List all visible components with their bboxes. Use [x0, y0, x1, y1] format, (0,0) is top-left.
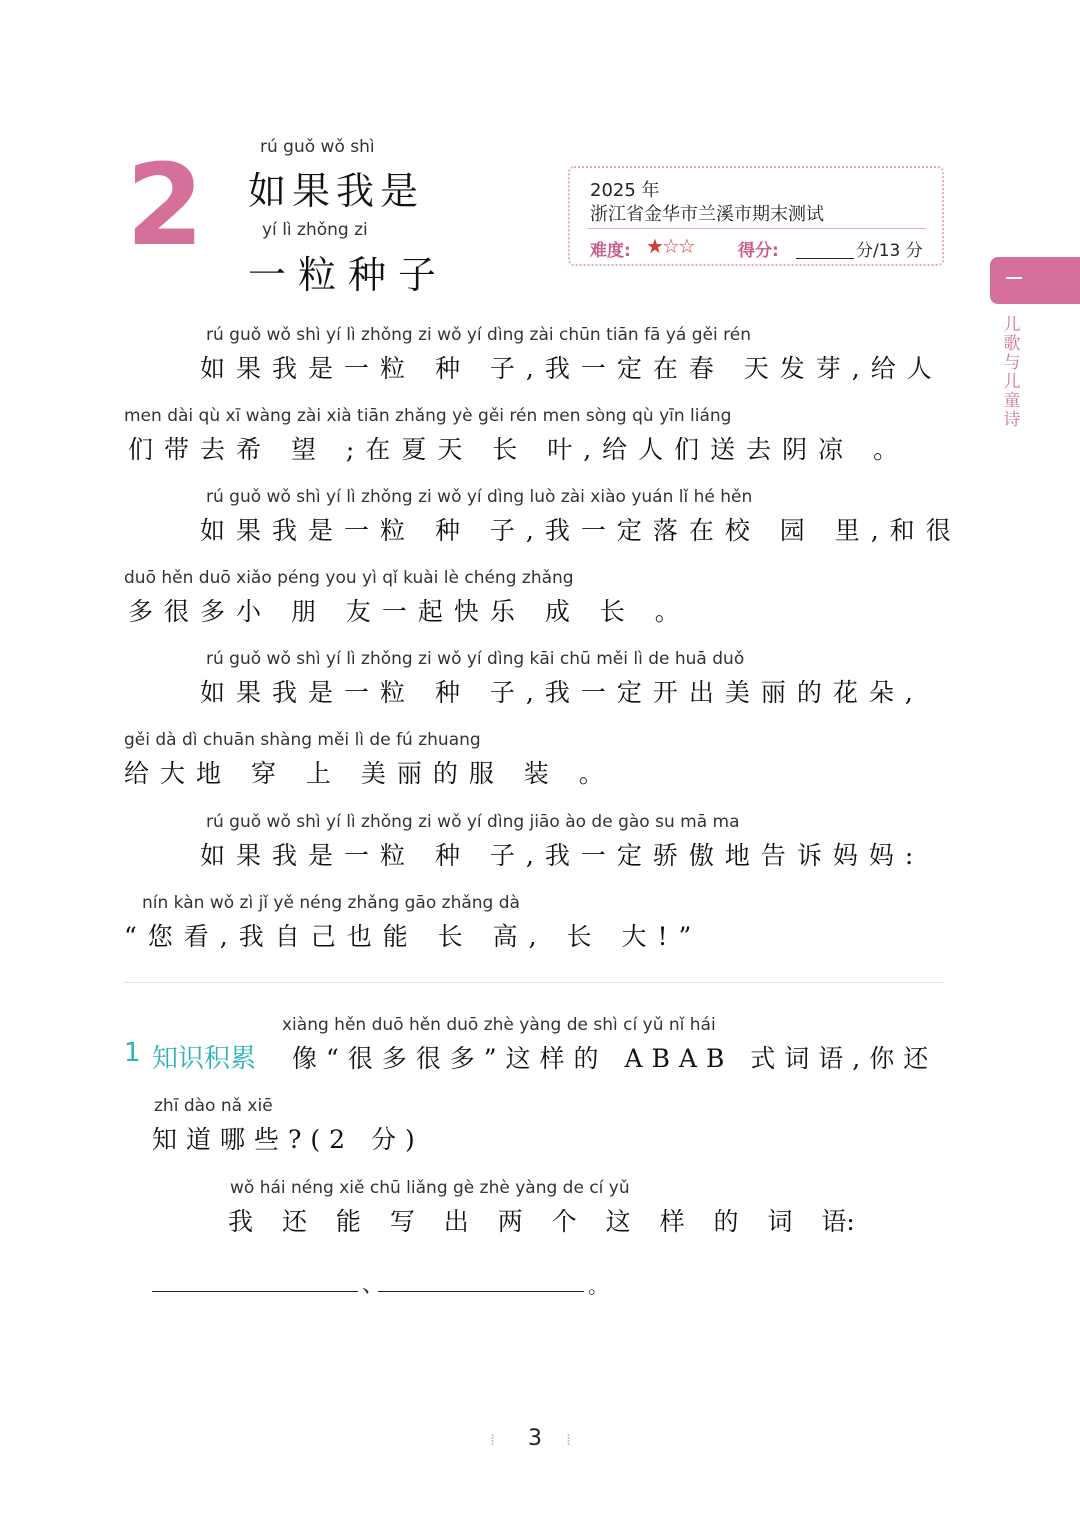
page-number-decoration-right	[566, 1430, 571, 1449]
answer-blank-2[interactable]	[378, 1291, 584, 1292]
poem-line-5: 如果我是一粒 种 子,我一定开出美丽的花朵,	[200, 678, 924, 707]
poem-pinyin-4: duō hěn duō xiǎo péng you yì qǐ kuài lè chéng zhǎng	[124, 568, 574, 588]
poem-line-1: 如果我是一粒 种 子,我一定在春 天发芽,给人	[200, 354, 943, 383]
page-number: 3	[528, 1426, 542, 1451]
question-text-3: 我 还 能 写 出 两 个 这 样 的 词 语:	[228, 1207, 855, 1236]
dots-right-icon: ⁞	[566, 1430, 572, 1449]
page-number-decoration-left	[490, 1430, 495, 1449]
poem-pinyin-5: rú guǒ wǒ shì yí lì zhǒng zi wǒ yí dìng kāi chū měi lì de huā duǒ	[206, 649, 745, 669]
lesson-number: 2	[126, 141, 204, 271]
source-box	[568, 166, 944, 266]
poem-pinyin-7: rú guǒ wǒ shì yí lì zhǒng zi wǒ yí dìng jiāo ào de gào su mā ma	[206, 812, 740, 832]
question-pinyin-1: xiàng hěn duō hěn duō zhè yàng de shì cí yǔ nǐ hái	[282, 1015, 716, 1035]
side-vertical-title	[1003, 316, 1025, 430]
side-vertical-text: 儿歌与儿童诗	[1003, 315, 1021, 430]
title-hanzi-line-2: 一粒种子	[248, 253, 449, 297]
poem-pinyin-3: rú guǒ wǒ shì yí lì zhǒng zi wǒ yí dìng luò zài xiào yuán lǐ hé hěn	[206, 487, 753, 507]
source-place: 浙江省金华市兰溪市期末测试	[590, 204, 824, 225]
question-pinyin-3: wǒ hái néng xiě chū liǎng gè zhè yàng de cí yǔ	[230, 1178, 630, 1198]
source-year: 2025 年	[590, 180, 660, 201]
title-pinyin-line-2: yí lì zhǒng zi	[262, 220, 368, 240]
side-tab[interactable]	[990, 257, 1080, 304]
difficulty-label: 难度:	[590, 241, 631, 261]
dots-left-icon: ⁞	[490, 1430, 496, 1449]
score-label: 得分:	[738, 241, 779, 261]
answer-separator: 、	[362, 1273, 385, 1298]
question-text-2: 知道哪些?(2 分)	[152, 1125, 424, 1154]
title-pinyin-line-1: rú guǒ wǒ shì	[260, 137, 375, 157]
poem-pinyin-1: rú guǒ wǒ shì yí lì zhǒng zi wǒ yí dìng zài chūn tiān fā yá gěi rén	[206, 325, 751, 345]
source-divider	[588, 228, 926, 229]
poem-line-3: 如果我是一粒 种 子,我一定落在校 园 里,和很	[200, 516, 962, 545]
difficulty-stars	[646, 234, 694, 258]
poem-line-8: “您看,我自己也能 长 高, 长 大!”	[124, 922, 703, 951]
question-text-1: 像“很多很多”这样的 ABAB 式词语,你还	[292, 1044, 938, 1073]
poem-pinyin-2: men dài qù xī wàng zài xià tiān zhǎng yè gěi rén men sòng qù yīn liáng	[124, 406, 732, 426]
poem-line-2: 们带去希 望 ;在夏天 长 叶,给人们送去阴凉 。	[128, 435, 910, 464]
answer-blank-1[interactable]	[152, 1291, 358, 1292]
poem-line-6: 给大地 穿 上 美丽的服 装 。	[124, 759, 615, 788]
title-hanzi-line-1: 如果我是	[248, 169, 425, 213]
question-pinyin-2: zhī dào nǎ xiē	[154, 1096, 273, 1116]
section-divider	[124, 982, 944, 983]
question-number: 1	[124, 1038, 141, 1068]
side-tab-label	[1006, 277, 1022, 279]
score-total: 分/13 分	[856, 241, 923, 261]
star-empty-icon: ☆☆	[661, 234, 694, 258]
score-blank[interactable]	[796, 258, 854, 259]
question-tag: 知识积累	[152, 1044, 257, 1074]
answer-end: 。	[588, 1274, 608, 1298]
poem-pinyin-8: nín kàn wǒ zì jǐ yě néng zhǎng gāo zhǎng dà	[142, 893, 520, 913]
poem-line-4: 多很多小 朋 友一起快乐 成 长 。	[128, 597, 691, 626]
poem-line-7: 如果我是一粒 种 子,我一定骄傲地告诉妈妈:	[200, 841, 925, 870]
star-filled-icon: ★	[646, 234, 662, 258]
poem-pinyin-6: gěi dà dì chuān shàng měi lì de fú zhuang	[124, 730, 481, 750]
